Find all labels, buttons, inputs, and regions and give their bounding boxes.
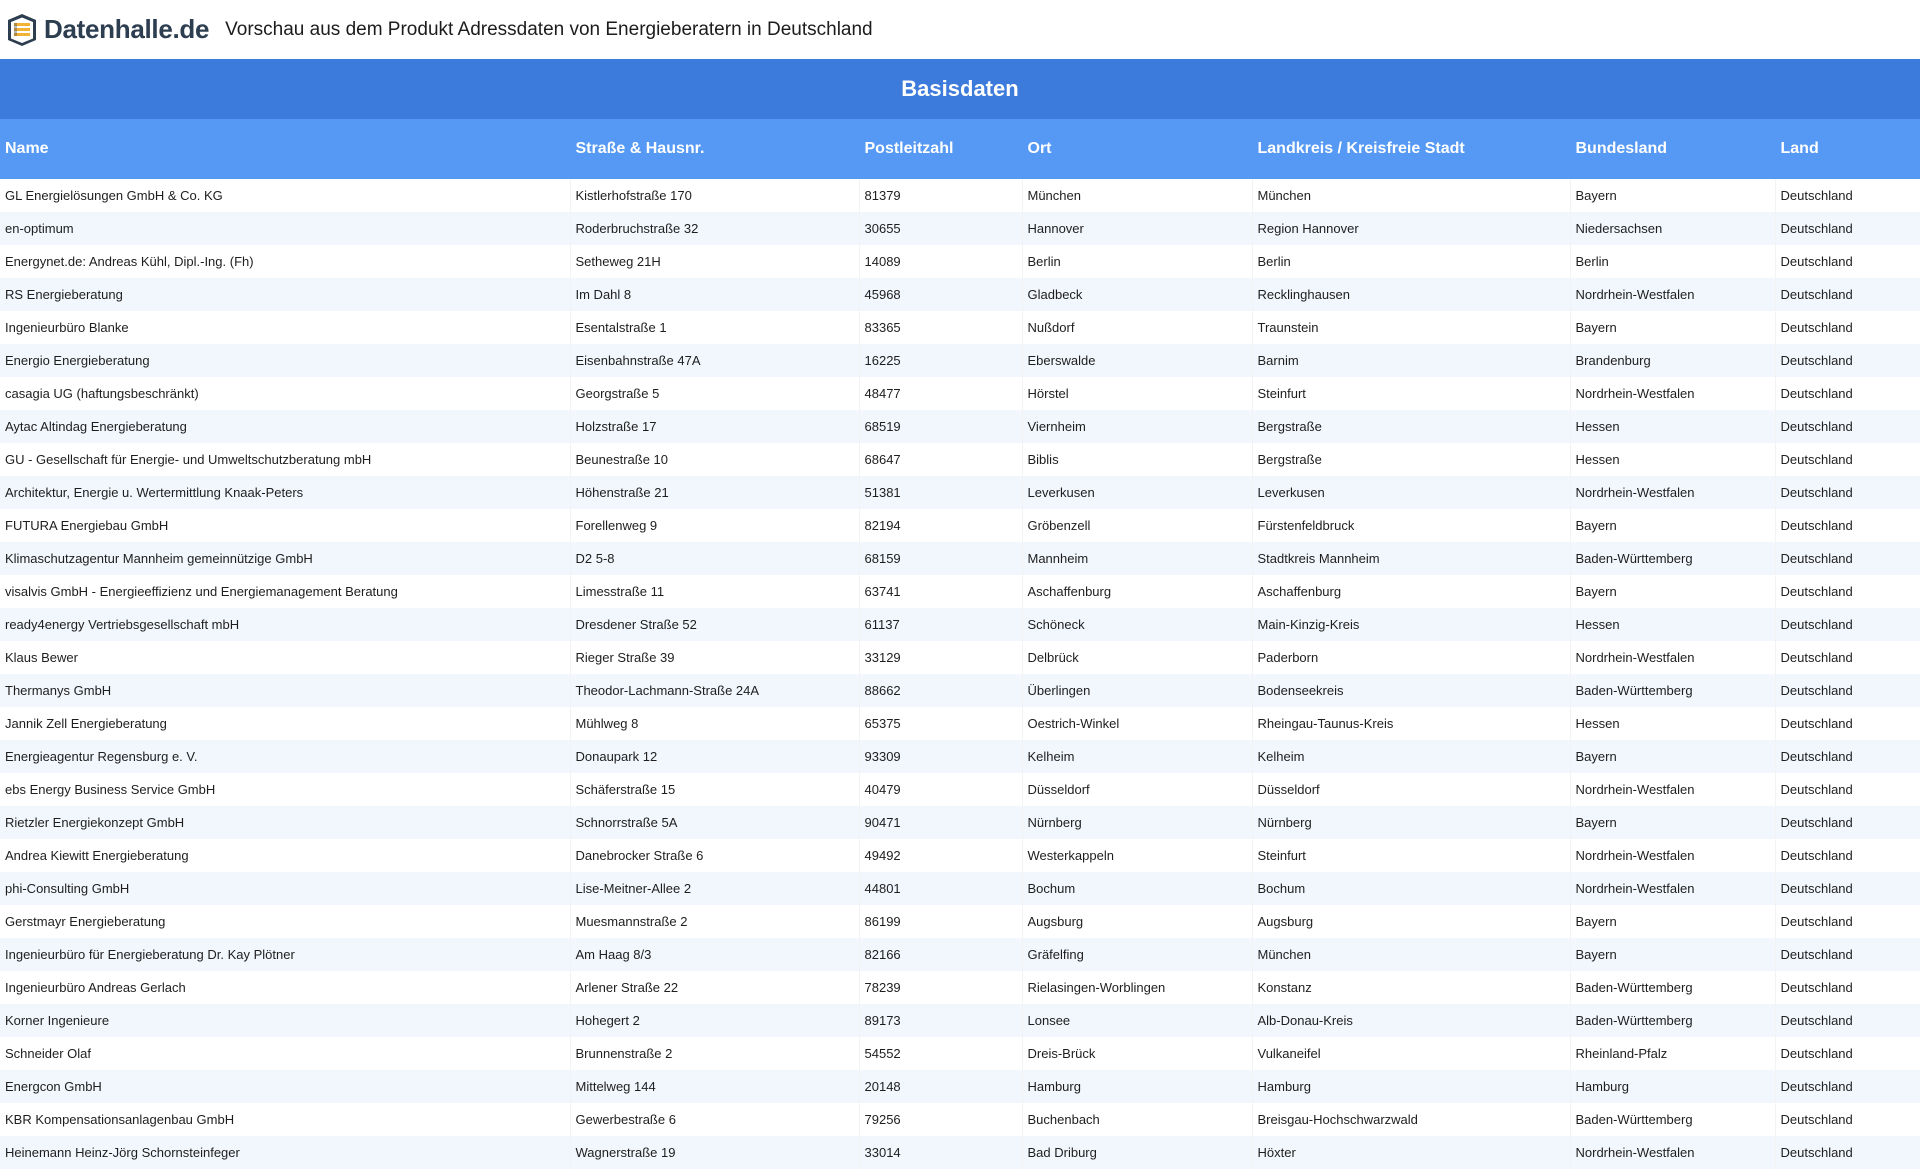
cell-postal-code: 45968 — [859, 278, 1022, 311]
cell-name: Andrea Kiewitt Energieberatung — [0, 839, 570, 872]
cell-name: FUTURA Energiebau GmbH — [0, 509, 570, 542]
page-title: Vorschau aus dem Produkt Adressdaten von Energieberatern in Deutschland — [225, 18, 873, 40]
cell-street: Eisenbahnstraße 47A — [570, 344, 859, 377]
cell-country: Deutschland — [1780, 683, 1853, 698]
cell-postal-code: 49492 — [859, 839, 1022, 872]
cell-postal-code: 30655 — [859, 212, 1022, 245]
table-row[interactable] — [0, 938, 1920, 971]
cell-district: Berlin — [1252, 245, 1570, 278]
cell-street: Höhenstraße 21 — [570, 476, 859, 509]
cell-state: Bayern — [1570, 179, 1775, 212]
cell-district: Hamburg — [1252, 1070, 1570, 1103]
section-title: Basisdaten — [901, 76, 1019, 101]
cell-district: Barnim — [1252, 344, 1570, 377]
table-row[interactable] — [0, 410, 1920, 443]
cell-city: Schöneck — [1022, 608, 1252, 641]
cell-country: Deutschland — [1780, 617, 1853, 632]
cell-district: Düsseldorf — [1252, 773, 1570, 806]
cell-name: Ingenieurbüro Blanke — [0, 311, 570, 344]
cell-name: ready4energy Vertriebsgesellschaft mbH — [0, 608, 570, 641]
cell-country: Deutschland — [1780, 1145, 1853, 1160]
cell-street: Rieger Straße 39 — [570, 641, 859, 674]
cell-street: Kistlerhofstraße 170 — [570, 179, 859, 212]
cell-name: Energcon GmbH — [0, 1070, 570, 1103]
cell-street: Am Haag 8/3 — [570, 938, 859, 971]
cell-street: Setheweg 21H — [570, 245, 859, 278]
cell-state: Nordrhein-Westfalen — [1570, 476, 1775, 509]
cell-street: Hohegert 2 — [570, 1004, 859, 1037]
table-row[interactable] — [0, 872, 1920, 905]
cell-street: Wagnerstraße 19 — [570, 1136, 859, 1169]
cell-postal-code: 48477 — [859, 377, 1022, 410]
table-row[interactable] — [0, 707, 1920, 740]
cell-name: Korner Ingenieure — [0, 1004, 570, 1037]
cell-district: Bergstraße — [1252, 410, 1570, 443]
cell-state: Nordrhein-Westfalen — [1570, 278, 1775, 311]
table-row[interactable] — [0, 575, 1920, 608]
cell-name: Klaus Bewer — [0, 641, 570, 674]
cell-district: Fürstenfeldbruck — [1252, 509, 1570, 542]
cell-name: visalvis GmbH - Energieeffizienz und Energiemanagement Beratung — [0, 575, 570, 608]
cell-street: Theodor-Lachmann-Straße 24A — [570, 674, 859, 707]
cell-name: Schneider Olaf — [0, 1037, 570, 1070]
cell-street: Brunnenstraße 2 — [570, 1037, 859, 1070]
cell-city: Mannheim — [1022, 542, 1252, 575]
cell-country: Deutschland — [1780, 221, 1853, 236]
column-header-street[interactable]: Straße & Hausnr. — [570, 119, 859, 179]
table-row[interactable] — [0, 641, 1920, 674]
table-row[interactable] — [0, 509, 1920, 542]
cell-postal-code: 14089 — [859, 245, 1022, 278]
table-row[interactable] — [0, 1070, 1920, 1103]
cell-city: Leverkusen — [1022, 476, 1252, 509]
table-row[interactable] — [0, 1103, 1920, 1136]
cell-state: Bayern — [1570, 806, 1775, 839]
cell-state: Baden-Württemberg — [1570, 674, 1775, 707]
cell-name: Heinemann Heinz-Jörg Schornsteinfeger — [0, 1136, 570, 1169]
cell-city: Überlingen — [1022, 674, 1252, 707]
cell-postal-code: 40479 — [859, 773, 1022, 806]
cell-country: Deutschland — [1780, 914, 1853, 929]
table-row[interactable] — [0, 773, 1920, 806]
cell-name: Ingenieurbüro für Energieberatung Dr. Kay Plötner — [0, 938, 570, 971]
cell-street: Im Dahl 8 — [570, 278, 859, 311]
cell-city: Eberswalde — [1022, 344, 1252, 377]
cell-city: Delbrück — [1022, 641, 1252, 674]
cell-city: Rielasingen-Worblingen — [1022, 971, 1252, 1004]
cell-postal-code: 78239 — [859, 971, 1022, 1004]
cell-district: Höxter — [1252, 1136, 1570, 1169]
column-header-city[interactable]: Ort — [1022, 119, 1252, 179]
cell-street: Arlener Straße 22 — [570, 971, 859, 1004]
table-row[interactable] — [0, 377, 1920, 410]
cell-state: Nordrhein-Westfalen — [1570, 872, 1775, 905]
cell-postal-code: 65375 — [859, 707, 1022, 740]
database-stack-icon — [5, 12, 39, 48]
cell-city: Buchenbach — [1022, 1103, 1252, 1136]
cell-city: Nußdorf — [1022, 311, 1252, 344]
cell-state: Berlin — [1570, 245, 1775, 278]
table-row[interactable] — [0, 806, 1920, 839]
cell-country: Deutschland — [1780, 518, 1853, 533]
table-row[interactable] — [0, 740, 1920, 773]
cell-district: Bodenseekreis — [1252, 674, 1570, 707]
cell-street: Limesstraße 11 — [570, 575, 859, 608]
cell-postal-code: 44801 — [859, 872, 1022, 905]
cell-street: Forellenweg 9 — [570, 509, 859, 542]
cell-country: Deutschland — [1780, 749, 1853, 764]
cell-city: Hörstel — [1022, 377, 1252, 410]
cell-city: Kelheim — [1022, 740, 1252, 773]
cell-city: Augsburg — [1022, 905, 1252, 938]
cell-state: Hessen — [1570, 707, 1775, 740]
cell-state: Baden-Württemberg — [1570, 542, 1775, 575]
cell-state: Brandenburg — [1570, 344, 1775, 377]
cell-country: Deutschland — [1780, 881, 1853, 896]
cell-state: Nordrhein-Westfalen — [1570, 641, 1775, 674]
cell-country: Deutschland — [1780, 782, 1853, 797]
brand-link[interactable] — [5, 12, 209, 48]
cell-postal-code: 54552 — [859, 1037, 1022, 1070]
cell-district: Traunstein — [1252, 311, 1570, 344]
cell-city: Westerkappeln — [1022, 839, 1252, 872]
cell-country: Deutschland — [1780, 1046, 1853, 1061]
cell-state: Rheinland-Pfalz — [1570, 1037, 1775, 1070]
cell-street: Muesmannstraße 2 — [570, 905, 859, 938]
cell-country: Deutschland — [1780, 452, 1853, 467]
cell-state: Niedersachsen — [1570, 212, 1775, 245]
cell-district: Main-Kinzig-Kreis — [1252, 608, 1570, 641]
cell-postal-code: 83365 — [859, 311, 1022, 344]
cell-state: Hessen — [1570, 443, 1775, 476]
cell-district: Breisgau-Hochschwarzwald — [1252, 1103, 1570, 1136]
cell-district: Leverkusen — [1252, 476, 1570, 509]
cell-postal-code: 86199 — [859, 905, 1022, 938]
table-row[interactable] — [0, 443, 1920, 476]
column-header-district[interactable]: Landkreis / Kreisfreie Stadt — [1252, 119, 1570, 179]
cell-postal-code: 88662 — [859, 674, 1022, 707]
cell-street: Roderbruchstraße 32 — [570, 212, 859, 245]
cell-street: Beunestraße 10 — [570, 443, 859, 476]
cell-district: Region Hannover — [1252, 212, 1570, 245]
table-row[interactable] — [0, 212, 1920, 245]
column-header-postal-code[interactable]: Postleitzahl — [859, 119, 1022, 179]
cell-name: Aytac Altindag Energieberatung — [0, 410, 570, 443]
cell-state: Bayern — [1570, 575, 1775, 608]
cell-country: Deutschland — [1780, 419, 1853, 434]
cell-country: Deutschland — [1780, 848, 1853, 863]
cell-district: Recklinghausen — [1252, 278, 1570, 311]
cell-name: Energio Energieberatung — [0, 344, 570, 377]
cell-district: München — [1252, 938, 1570, 971]
cell-street: Mittelweg 144 — [570, 1070, 859, 1103]
cell-state: Nordrhein-Westfalen — [1570, 773, 1775, 806]
cell-name: Architektur, Energie u. Wertermittlung Knaak-Peters — [0, 476, 570, 509]
cell-street: Holzstraße 17 — [570, 410, 859, 443]
cell-country: Deutschland — [1780, 353, 1853, 368]
cell-country: Deutschland — [1780, 980, 1853, 995]
cell-state: Hessen — [1570, 608, 1775, 641]
cell-postal-code: 89173 — [859, 1004, 1022, 1037]
cell-state: Baden-Württemberg — [1570, 971, 1775, 1004]
cell-name: GU - Gesellschaft für Energie- und Umweltschutzberatung mbH — [0, 443, 570, 476]
table-row[interactable] — [0, 476, 1920, 509]
cell-city: Viernheim — [1022, 410, 1252, 443]
cell-name: Klimaschutzagentur Mannheim gemeinnützige GmbH — [0, 542, 570, 575]
cell-country: Deutschland — [1780, 551, 1853, 566]
cell-city: Gräfelfing — [1022, 938, 1252, 971]
cell-state: Hamburg — [1570, 1070, 1775, 1103]
cell-country: Deutschland — [1780, 947, 1853, 962]
cell-name: Gerstmayr Energieberatung — [0, 905, 570, 938]
cell-country: Deutschland — [1780, 584, 1853, 599]
cell-name: Energieagentur Regensburg e. V. — [0, 740, 570, 773]
cell-district: München — [1252, 179, 1570, 212]
cell-name: ebs Energy Business Service GmbH — [0, 773, 570, 806]
cell-city: Hamburg — [1022, 1070, 1252, 1103]
cell-district: Augsburg — [1252, 905, 1570, 938]
cell-district: Rheingau-Taunus-Kreis — [1252, 707, 1570, 740]
cell-postal-code: 82194 — [859, 509, 1022, 542]
cell-country: Deutschland — [1780, 716, 1853, 731]
cell-name: RS Energieberatung — [0, 278, 570, 311]
section-header — [0, 59, 1920, 119]
cell-city: München — [1022, 179, 1252, 212]
cell-postal-code: 68647 — [859, 443, 1022, 476]
cell-country: Deutschland — [1780, 1013, 1853, 1028]
cell-district: Bochum — [1252, 872, 1570, 905]
cell-state: Baden-Württemberg — [1570, 1004, 1775, 1037]
cell-street: Esentalstraße 1 — [570, 311, 859, 344]
cell-postal-code: 61137 — [859, 608, 1022, 641]
cell-district: Steinfurt — [1252, 839, 1570, 872]
cell-postal-code: 63741 — [859, 575, 1022, 608]
cell-city: Oestrich-Winkel — [1022, 707, 1252, 740]
cell-city: Bad Driburg — [1022, 1136, 1252, 1169]
cell-postal-code: 68519 — [859, 410, 1022, 443]
cell-state: Bayern — [1570, 740, 1775, 773]
cell-postal-code: 82166 — [859, 938, 1022, 971]
cell-district: Kelheim — [1252, 740, 1570, 773]
cell-state: Baden-Württemberg — [1570, 1103, 1775, 1136]
table-row[interactable] — [0, 278, 1920, 311]
table-row[interactable] — [0, 839, 1920, 872]
cell-street: Danebrocker Straße 6 — [570, 839, 859, 872]
cell-district: Bergstraße — [1252, 443, 1570, 476]
cell-district: Nürnberg — [1252, 806, 1570, 839]
cell-city: Bochum — [1022, 872, 1252, 905]
cell-postal-code: 33129 — [859, 641, 1022, 674]
address-table — [0, 119, 1920, 1169]
cell-city: Gladbeck — [1022, 278, 1252, 311]
cell-name: phi-Consulting GmbH — [0, 872, 570, 905]
cell-street: Schnorrstraße 5A — [570, 806, 859, 839]
cell-postal-code: 20148 — [859, 1070, 1022, 1103]
table-row[interactable] — [0, 1004, 1920, 1037]
table-body — [0, 179, 1920, 1169]
cell-state: Bayern — [1570, 509, 1775, 542]
column-header-state[interactable]: Bundesland — [1570, 119, 1775, 179]
cell-city: Biblis — [1022, 443, 1252, 476]
cell-city: Dreis-Brück — [1022, 1037, 1252, 1070]
cell-country: Deutschland — [1780, 650, 1853, 665]
cell-city: Lonsee — [1022, 1004, 1252, 1037]
cell-district: Paderborn — [1252, 641, 1570, 674]
cell-street: Lise-Meitner-Allee 2 — [570, 872, 859, 905]
table-row[interactable] — [0, 179, 1920, 212]
table-row[interactable] — [0, 344, 1920, 377]
cell-state: Bayern — [1570, 905, 1775, 938]
cell-name: Jannik Zell Energieberatung — [0, 707, 570, 740]
cell-city: Aschaffenburg — [1022, 575, 1252, 608]
cell-postal-code: 33014 — [859, 1136, 1022, 1169]
brand-name: Datenhalle.de — [44, 14, 210, 44]
column-header-country[interactable]: Land — [1775, 119, 1920, 179]
cell-country: Deutschland — [1780, 188, 1853, 203]
column-header-name[interactable]: Name — [0, 119, 570, 179]
cell-state: Bayern — [1570, 311, 1775, 344]
cell-district: Stadtkreis Mannheim — [1252, 542, 1570, 575]
header-row — [0, 119, 1920, 179]
table-row[interactable] — [0, 971, 1920, 1004]
cell-district: Konstanz — [1252, 971, 1570, 1004]
cell-postal-code: 93309 — [859, 740, 1022, 773]
cell-district: Alb-Donau-Kreis — [1252, 1004, 1570, 1037]
cell-postal-code: 16225 — [859, 344, 1022, 377]
cell-state: Nordrhein-Westfalen — [1570, 1136, 1775, 1169]
cell-state: Nordrhein-Westfalen — [1570, 839, 1775, 872]
cell-postal-code: 68159 — [859, 542, 1022, 575]
cell-country: Deutschland — [1780, 320, 1853, 335]
cell-country: Deutschland — [1780, 1112, 1853, 1127]
cell-city: Düsseldorf — [1022, 773, 1252, 806]
cell-name: en-optimum — [0, 212, 570, 245]
cell-city: Berlin — [1022, 245, 1252, 278]
cell-street: Dresdener Straße 52 — [570, 608, 859, 641]
cell-district: Aschaffenburg — [1252, 575, 1570, 608]
cell-city: Nürnberg — [1022, 806, 1252, 839]
cell-street: Georgstraße 5 — [570, 377, 859, 410]
table-header — [0, 119, 1920, 179]
table-row[interactable] — [0, 1136, 1920, 1169]
cell-country: Deutschland — [1780, 815, 1853, 830]
cell-city: Gröbenzell — [1022, 509, 1252, 542]
cell-city: Hannover — [1022, 212, 1252, 245]
cell-country: Deutschland — [1780, 485, 1853, 500]
cell-name: Thermanys GmbH — [0, 674, 570, 707]
top-bar — [0, 0, 1920, 59]
table-row[interactable] — [0, 245, 1920, 278]
cell-name: Ingenieurbüro Andreas Gerlach — [0, 971, 570, 1004]
table-row[interactable] — [0, 674, 1920, 707]
table-row[interactable] — [0, 311, 1920, 344]
cell-name: GL Energielösungen GmbH & Co. KG — [0, 179, 570, 212]
cell-district: Vulkaneifel — [1252, 1037, 1570, 1070]
cell-street: Donaupark 12 — [570, 740, 859, 773]
cell-street: Gewerbestraße 6 — [570, 1103, 859, 1136]
cell-district: Steinfurt — [1252, 377, 1570, 410]
cell-postal-code: 51381 — [859, 476, 1022, 509]
cell-name: casagia UG (haftungsbeschränkt) — [0, 377, 570, 410]
cell-state: Hessen — [1570, 410, 1775, 443]
table-row[interactable] — [0, 1037, 1920, 1070]
cell-name: Energynet.de: Andreas Kühl, Dipl.-Ing. (Fh) — [0, 245, 570, 278]
cell-state: Nordrhein-Westfalen — [1570, 377, 1775, 410]
cell-postal-code: 79256 — [859, 1103, 1022, 1136]
cell-postal-code: 90471 — [859, 806, 1022, 839]
cell-country: Deutschland — [1780, 386, 1853, 401]
cell-state: Bayern — [1570, 938, 1775, 971]
table-row[interactable] — [0, 542, 1920, 575]
cell-name: Rietzler Energiekonzept GmbH — [0, 806, 570, 839]
cell-name: KBR Kompensationsanlagenbau GmbH — [0, 1103, 570, 1136]
cell-country: Deutschland — [1780, 254, 1853, 269]
cell-street: Mühlweg 8 — [570, 707, 859, 740]
cell-country: Deutschland — [1780, 1079, 1853, 1094]
cell-street: D2 5-8 — [570, 542, 859, 575]
cell-street: Schäferstraße 15 — [570, 773, 859, 806]
table-row[interactable] — [0, 608, 1920, 641]
cell-country: Deutschland — [1780, 287, 1853, 302]
cell-postal-code: 81379 — [859, 179, 1022, 212]
table-row[interactable] — [0, 905, 1920, 938]
